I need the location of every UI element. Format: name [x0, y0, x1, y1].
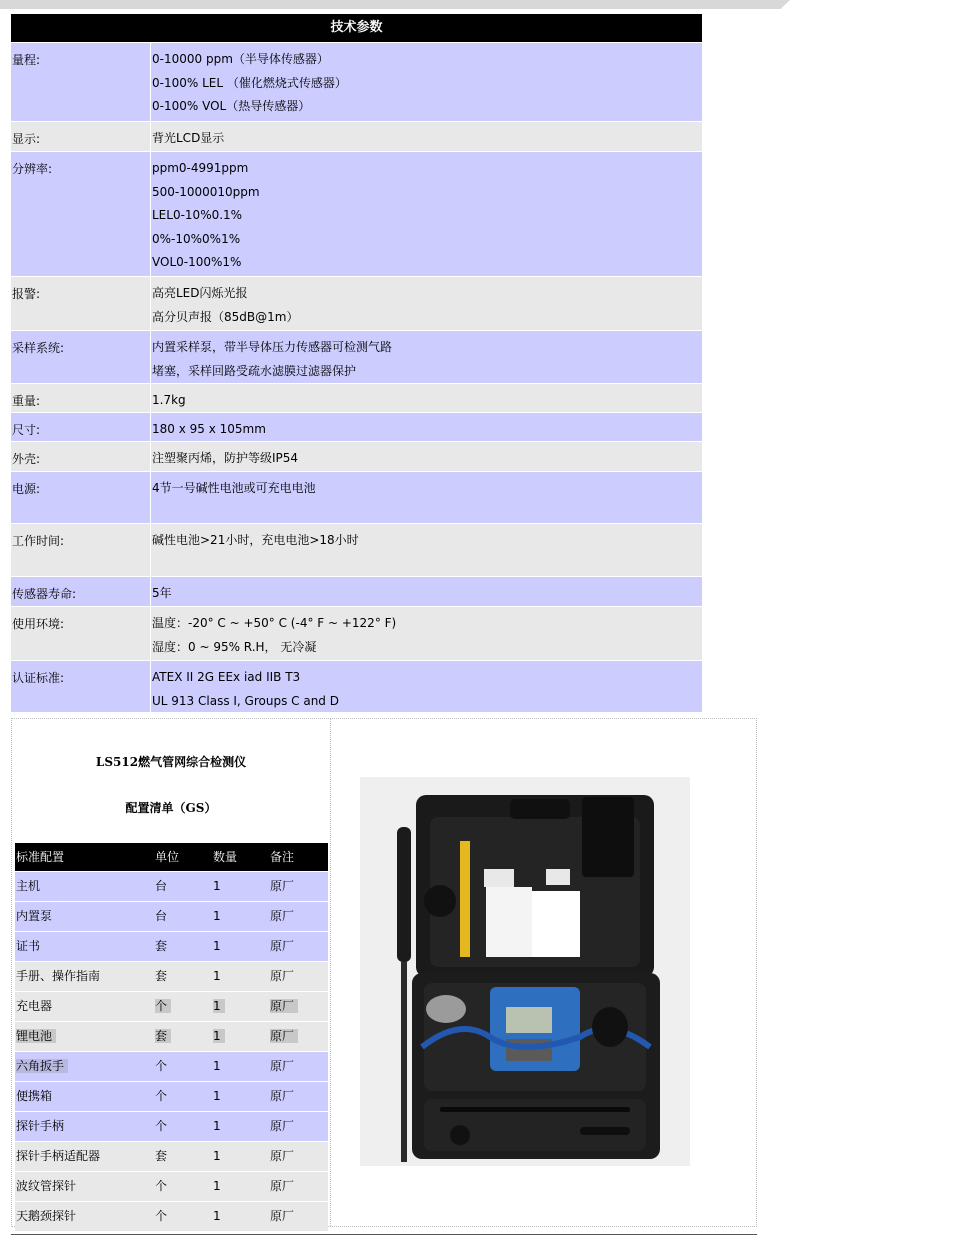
item-unit-cell	[155, 1022, 213, 1051]
item-note: 原厂	[270, 939, 295, 953]
table-row	[15, 1021, 328, 1051]
spec-value-line: 5年	[152, 586, 172, 600]
adapter-part	[424, 885, 456, 917]
item-qty: 1	[213, 1209, 221, 1223]
spec-value	[150, 384, 702, 412]
spec-label: 工作时间:	[12, 534, 65, 548]
spec-value-line: 1.7kg	[152, 393, 186, 407]
item-note: 原厂	[270, 1089, 295, 1103]
tubing-coil	[426, 995, 466, 1023]
spec-value-line: 堵塞，采样回路受疏水滤膜过滤器保护	[152, 363, 357, 378]
spec-value-line: LEL0-10%0.1%	[152, 208, 243, 222]
item-unit: 套	[155, 1029, 171, 1043]
item-qty: 1	[213, 999, 225, 1013]
item-unit: 个	[155, 1059, 168, 1073]
spec-row-environment	[11, 606, 702, 660]
item-note: 原厂	[270, 1119, 295, 1133]
spec-label: 报警:	[12, 287, 41, 301]
header-cell: 数量	[213, 850, 238, 864]
item-note-cell	[270, 992, 328, 1021]
item-qty: 1	[213, 939, 221, 953]
spec-label: 外壳:	[12, 452, 41, 466]
item-name: 天鹅颈探针	[16, 1209, 77, 1223]
item-note: 原厂	[270, 1149, 295, 1163]
spec-label: 电源:	[12, 482, 41, 496]
spec-row-range	[11, 42, 702, 121]
top-bar	[0, 0, 790, 9]
probe-rod	[401, 962, 407, 1162]
item-note: 原厂	[270, 909, 295, 923]
spec-value	[150, 577, 702, 606]
item-name: 手册、操作指南	[16, 969, 101, 983]
spec-value	[150, 472, 702, 523]
spec-label: 显示:	[12, 132, 41, 146]
detector-display	[506, 1007, 552, 1033]
item-qty: 1	[213, 1029, 225, 1043]
spec-value-line: ATEX II 2G EEx iad IIB T3	[152, 670, 301, 684]
spec-value	[150, 413, 702, 441]
item-name-cell	[15, 992, 155, 1021]
item-unit: 台	[155, 879, 168, 893]
table-row	[15, 1201, 328, 1231]
header-cell: 标准配置	[16, 850, 65, 864]
table-row	[15, 1141, 328, 1171]
charger-cable	[592, 1007, 628, 1047]
item-unit: 套	[155, 969, 168, 983]
spec-row-size	[11, 412, 702, 441]
item-unit: 个	[155, 1089, 168, 1103]
item-qty: 1	[213, 969, 221, 983]
spec-row-sensor-life	[11, 576, 702, 606]
spec-label: 量程:	[12, 53, 41, 67]
spec-row-housing	[11, 441, 702, 471]
item-note: 原厂	[270, 1059, 295, 1073]
spec-row-alarm	[11, 276, 702, 330]
spec-value	[150, 277, 702, 330]
spec-value	[150, 524, 702, 576]
item-note: 原厂	[270, 1209, 295, 1223]
spec-value-line: 高分贝声报（85dB@1m）	[152, 309, 299, 324]
spec-value-line: 4节一号碱性电池或可充电电池	[152, 481, 316, 495]
wrench-tool	[460, 841, 470, 957]
spec-label: 采样系统:	[12, 341, 65, 355]
item-name: 便携箱	[16, 1089, 53, 1103]
probe-handle	[397, 827, 411, 962]
table-row	[15, 901, 328, 931]
manual-booklet	[532, 891, 580, 957]
item-unit: 套	[155, 939, 168, 953]
item-note: 原厂	[270, 1179, 295, 1193]
item-name: 锂电池	[16, 1029, 56, 1043]
item-unit: 套	[155, 1149, 168, 1163]
table-row	[15, 1081, 328, 1111]
spec-value-line: 高亮LED闪烁光报	[152, 286, 248, 300]
detector-keypad	[506, 1039, 552, 1061]
gooseneck-probe	[580, 1127, 630, 1135]
product-photo	[360, 777, 690, 1166]
label-card	[484, 869, 514, 887]
spec-row-resolution	[11, 151, 702, 276]
item-qty: 1	[213, 1149, 221, 1163]
item-name-cell	[15, 1052, 155, 1081]
spec-row-runtime	[11, 523, 702, 576]
table-row	[15, 961, 328, 991]
header-cell: 单位	[155, 850, 180, 864]
case-handle	[510, 799, 570, 819]
spec-row-display	[11, 121, 702, 151]
spec-value-line: ppm0-4991ppm	[152, 161, 249, 175]
spec-value	[150, 442, 702, 471]
config-table	[15, 843, 328, 1231]
item-name-cell	[15, 1022, 155, 1051]
spec-label: 传感器寿命:	[12, 587, 77, 601]
spec-value-line: 0%-10%0%1%	[152, 231, 241, 246]
item-name: 六角扳手	[16, 1059, 68, 1073]
item-qty-cell	[213, 1022, 270, 1051]
spec-label: 分辨率:	[12, 162, 53, 176]
spec-value	[150, 122, 702, 151]
header-cell: 备注	[270, 850, 295, 864]
item-note: 原厂	[270, 969, 295, 983]
label-card	[546, 869, 570, 885]
spec-value-line: UL 913 Class I, Groups C and D	[152, 693, 339, 708]
item-unit: 个	[155, 999, 171, 1013]
spec-value-line: 温度：-20° C ~ +50° C (-4° F ~ +122° F)	[152, 616, 397, 630]
table-row	[15, 991, 328, 1021]
item-name: 内置泵	[16, 909, 53, 923]
spec-value-line: 0-100% LEL （催化燃烧式传感器）	[152, 75, 347, 90]
item-unit-cell	[155, 992, 213, 1021]
probe-extension	[440, 1107, 630, 1112]
item-unit: 个	[155, 1209, 168, 1223]
spec-value	[150, 661, 702, 712]
item-name: 探针手柄	[16, 1119, 65, 1133]
item-unit: 台	[155, 909, 168, 923]
item-qty: 1	[213, 1059, 221, 1073]
spec-value	[150, 607, 702, 660]
spec-table-header: 技术参数	[11, 14, 702, 42]
spec-value	[150, 43, 702, 121]
product-title: LS512燃气管网综合检测仪	[95, 755, 247, 769]
spec-value-line: 0-100% VOL（热导传感器）	[152, 99, 311, 113]
spec-label: 尺寸:	[12, 423, 41, 437]
item-qty-cell	[213, 992, 270, 1021]
product-photo-svg	[360, 777, 690, 1166]
spec-value-line: 注塑聚丙烯，防护等级IP54	[152, 451, 299, 465]
table-row	[15, 871, 328, 901]
config-block	[11, 718, 757, 1227]
item-qty: 1	[213, 879, 221, 893]
item-name: 主机	[16, 879, 41, 893]
spec-value-line: 内置采样泵，带半导体压力传感器可检测气路	[152, 340, 393, 354]
item-note-cell	[270, 1022, 328, 1051]
item-qty: 1	[213, 1179, 221, 1193]
spec-value	[150, 152, 702, 276]
bottom-rule	[11, 1234, 757, 1235]
spec-label: 认证标准:	[12, 671, 65, 685]
item-name: 波纹管探针	[16, 1179, 77, 1193]
spec-row-weight	[11, 383, 702, 412]
spec-value-line: VOL0-100%1%	[152, 255, 242, 269]
spec-label: 重量:	[12, 394, 41, 408]
item-note: 原厂	[270, 879, 295, 893]
table-row	[15, 1171, 328, 1201]
item-unit: 个	[155, 1119, 168, 1133]
spec-table	[11, 14, 702, 712]
item-qty: 1	[213, 1119, 221, 1133]
spec-value	[150, 331, 702, 383]
certificate-doc	[486, 887, 532, 957]
spec-value-line: 500-1000010ppm	[152, 184, 260, 199]
item-name: 充电器	[16, 999, 53, 1013]
item-unit: 个	[155, 1179, 168, 1193]
item-note: 原厂	[270, 1029, 298, 1043]
item-name: 证书	[16, 939, 41, 953]
spec-row-sampling	[11, 330, 702, 383]
spec-row-certification	[11, 660, 702, 712]
item-qty: 1	[213, 909, 221, 923]
spec-row-power	[11, 471, 702, 523]
spec-value-line: 0-10000 ppm（半导体传感器）	[152, 52, 329, 66]
config-list-title: 配置清单（GS）	[125, 801, 217, 815]
table-row	[15, 1111, 328, 1141]
spec-value-line: 湿度：0 ~ 95% R.H， 无冷凝	[152, 639, 317, 654]
table-row	[15, 1051, 328, 1081]
spec-value-line: 180 x 95 x 105mm	[152, 422, 266, 436]
charger-holder	[582, 797, 634, 877]
item-note: 原厂	[270, 999, 298, 1013]
probe-adapter	[450, 1125, 470, 1145]
config-divider	[330, 719, 331, 1226]
table-row	[15, 931, 328, 961]
config-table-header	[15, 843, 328, 871]
spec-value-line: 背光LCD显示	[152, 131, 225, 145]
spec-label: 使用环境:	[12, 617, 65, 631]
spec-value-line: 碱性电池>21小时，充电电池>18小时	[152, 533, 359, 547]
item-qty: 1	[213, 1089, 221, 1103]
item-name: 探针手柄适配器	[16, 1149, 101, 1163]
